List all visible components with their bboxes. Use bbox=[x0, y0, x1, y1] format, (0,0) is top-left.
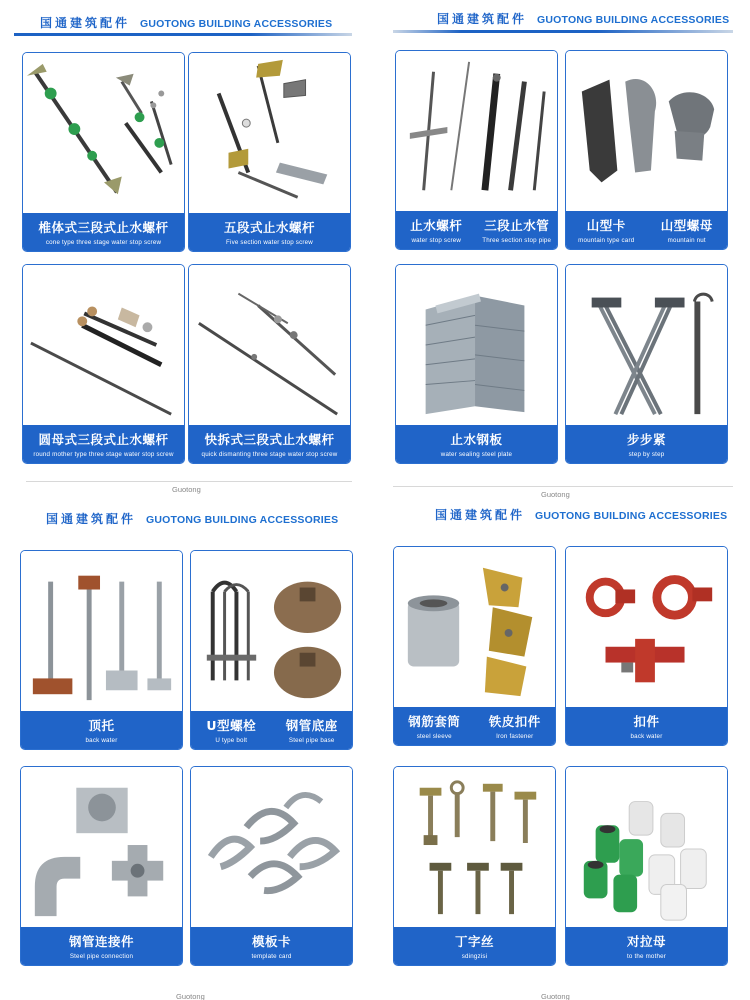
product-image-jack-head bbox=[21, 551, 182, 711]
caption-cn: 止水螺杆 bbox=[410, 218, 463, 233]
product-card[interactable] bbox=[565, 264, 728, 464]
page-footer: Guotong bbox=[172, 485, 201, 494]
product-card[interactable] bbox=[190, 550, 353, 750]
page-footer: Guotong bbox=[541, 992, 570, 1000]
caption-en: Iron fastener bbox=[496, 733, 534, 740]
caption bbox=[566, 927, 727, 965]
caption-bar bbox=[396, 425, 557, 463]
caption bbox=[191, 927, 352, 965]
caption-cn: 顶托 bbox=[88, 718, 115, 733]
caption-left bbox=[191, 711, 272, 749]
product-image-t-bolt bbox=[394, 767, 555, 927]
header-rule bbox=[14, 33, 352, 36]
caption-en: back water bbox=[630, 733, 663, 740]
caption-en: Steel pipe connection bbox=[69, 953, 134, 960]
caption-left bbox=[394, 707, 475, 745]
product-card[interactable] bbox=[393, 546, 556, 746]
caption-en: step by step bbox=[628, 451, 665, 458]
caption bbox=[23, 213, 184, 251]
product-image-coupler bbox=[566, 547, 727, 707]
caption-bar bbox=[394, 927, 555, 965]
caption-bar bbox=[189, 213, 350, 251]
brand-name-cn: 国通建筑配件 bbox=[46, 512, 137, 526]
caption-bar bbox=[191, 927, 352, 965]
caption-right bbox=[647, 211, 728, 249]
caption-en: mountain type card bbox=[578, 237, 635, 244]
section-header bbox=[437, 10, 729, 32]
section-header bbox=[435, 506, 727, 528]
caption-cn: 模板卡 bbox=[251, 934, 291, 949]
product-card[interactable] bbox=[22, 264, 185, 464]
product-card[interactable] bbox=[565, 766, 728, 966]
product-image-quick-dismantle-screw bbox=[189, 265, 350, 425]
brand-name-cn: 国通建筑配件 bbox=[435, 508, 526, 522]
product-image-mountain-card-nut bbox=[566, 51, 727, 211]
caption-en: to the mother bbox=[626, 953, 667, 960]
product-image-step-by-step bbox=[566, 265, 727, 425]
product-image-round-mother-screw bbox=[23, 265, 184, 425]
brand-name-cn: 国通建筑配件 bbox=[40, 16, 131, 30]
page-footer: Guotong bbox=[541, 490, 570, 499]
catalog-quadrant-bottom-right bbox=[375, 500, 750, 1000]
caption-cn: 三段止水管 bbox=[484, 218, 550, 233]
caption-en: sdingzisi bbox=[461, 953, 488, 960]
caption bbox=[189, 425, 350, 463]
caption-bar bbox=[23, 425, 184, 463]
caption-cn: 山型螺母 bbox=[660, 218, 713, 233]
caption bbox=[566, 707, 727, 745]
header-rule bbox=[393, 30, 733, 33]
caption-right bbox=[272, 711, 353, 749]
caption-bar bbox=[23, 213, 184, 251]
caption-cn: 圆母式三段式止水螺杆 bbox=[38, 432, 169, 447]
brand-name-en: GUOTONG BUILDING ACCESSORIES bbox=[146, 514, 339, 526]
caption bbox=[21, 711, 182, 749]
caption-en: quick dismanting three stage water stop screw bbox=[201, 451, 338, 458]
caption-bar bbox=[566, 927, 727, 965]
product-image-pipe-connection bbox=[21, 767, 182, 927]
caption-en: U type bolt bbox=[215, 737, 248, 744]
brand-name-en: GUOTONG BUILDING ACCESSORIES bbox=[535, 510, 728, 522]
caption-en: cone type three stage water stop screw bbox=[45, 239, 162, 246]
caption-en: mountain nut bbox=[667, 237, 706, 244]
product-card[interactable] bbox=[188, 52, 351, 252]
caption bbox=[23, 425, 184, 463]
caption bbox=[396, 425, 557, 463]
caption-en: template card bbox=[251, 953, 292, 960]
product-card[interactable] bbox=[395, 264, 558, 464]
caption bbox=[189, 213, 350, 251]
product-image-five-section-screw bbox=[189, 53, 350, 213]
caption bbox=[566, 425, 727, 463]
caption-bar bbox=[21, 711, 182, 749]
product-image-steel-sleeve-fastener bbox=[394, 547, 555, 707]
caption-cn: 钢筋套筒 bbox=[408, 714, 461, 729]
caption-bar bbox=[396, 211, 557, 249]
section-header bbox=[46, 510, 338, 532]
brand-name-en: GUOTONG BUILDING ACCESSORIES bbox=[140, 18, 333, 30]
catalog-quadrant-top-right bbox=[375, 0, 750, 500]
product-image-cone-screw bbox=[23, 53, 184, 213]
caption-bar bbox=[189, 425, 350, 463]
product-card[interactable] bbox=[393, 766, 556, 966]
caption-cn: 钢管底座 bbox=[285, 718, 338, 733]
caption-cn: U型螺栓 bbox=[206, 718, 257, 733]
brand-name-en: GUOTONG BUILDING ACCESSORIES bbox=[537, 14, 730, 26]
product-card[interactable] bbox=[190, 766, 353, 966]
caption-cn: 五段式止水螺杆 bbox=[223, 220, 315, 235]
caption-bar bbox=[566, 707, 727, 745]
caption-en: steel sleeve bbox=[416, 733, 452, 740]
caption-bar bbox=[21, 927, 182, 965]
product-card[interactable] bbox=[20, 550, 183, 750]
caption-en: water stop screw bbox=[411, 237, 462, 244]
caption-cn: 丁字丝 bbox=[454, 934, 494, 949]
product-image-pull-nut bbox=[566, 767, 727, 927]
brand-name-cn: 国通建筑配件 bbox=[437, 12, 528, 26]
caption-right bbox=[477, 211, 558, 249]
caption-left bbox=[566, 211, 647, 249]
caption-en: back water bbox=[85, 737, 118, 744]
caption-bar bbox=[191, 711, 352, 749]
caption-cn: 对拉母 bbox=[626, 934, 666, 949]
caption-left bbox=[396, 211, 477, 249]
caption bbox=[21, 927, 182, 965]
caption-en: water sealing steel plate bbox=[440, 451, 513, 458]
caption-cn: 钢管连接件 bbox=[68, 934, 134, 949]
caption-cn: 快拆式三段式止水螺杆 bbox=[204, 432, 335, 447]
product-card[interactable] bbox=[20, 766, 183, 966]
product-card[interactable] bbox=[188, 264, 351, 464]
catalog-quadrant-top-left bbox=[0, 0, 375, 500]
caption-cn: 山型卡 bbox=[586, 218, 626, 233]
caption-cn: 椎体式三段式止水螺杆 bbox=[38, 220, 169, 235]
product-card[interactable] bbox=[395, 50, 558, 250]
product-image-template-card bbox=[191, 767, 352, 927]
caption-bar bbox=[566, 425, 727, 463]
caption-cn: 止水钢板 bbox=[450, 432, 503, 447]
page-footer: Guotong bbox=[176, 992, 205, 1000]
catalog-quadrant-bottom-left bbox=[0, 500, 375, 1000]
caption-en: Three section stop pipe bbox=[482, 237, 552, 244]
product-image-water-sealing-plate bbox=[396, 265, 557, 425]
caption-bar bbox=[394, 707, 555, 745]
caption-bar bbox=[566, 211, 727, 249]
product-image-u-bolt-base bbox=[191, 551, 352, 711]
caption bbox=[394, 927, 555, 965]
caption-cn: 铁皮扣件 bbox=[488, 714, 541, 729]
caption-en: round mother type three stage water stop screw bbox=[33, 451, 174, 458]
caption-cn: 扣件 bbox=[633, 714, 660, 729]
page-divider bbox=[26, 481, 352, 482]
caption-right bbox=[475, 707, 556, 745]
product-card[interactable] bbox=[565, 546, 728, 746]
product-image-water-stop-screw bbox=[396, 51, 557, 211]
caption-cn: 步步紧 bbox=[626, 432, 666, 447]
product-card[interactable] bbox=[22, 52, 185, 252]
caption-en: Steel pipe base bbox=[288, 737, 335, 744]
caption-en: Five section water stop screw bbox=[226, 239, 313, 246]
page-divider bbox=[393, 486, 733, 487]
product-card[interactable] bbox=[565, 50, 728, 250]
